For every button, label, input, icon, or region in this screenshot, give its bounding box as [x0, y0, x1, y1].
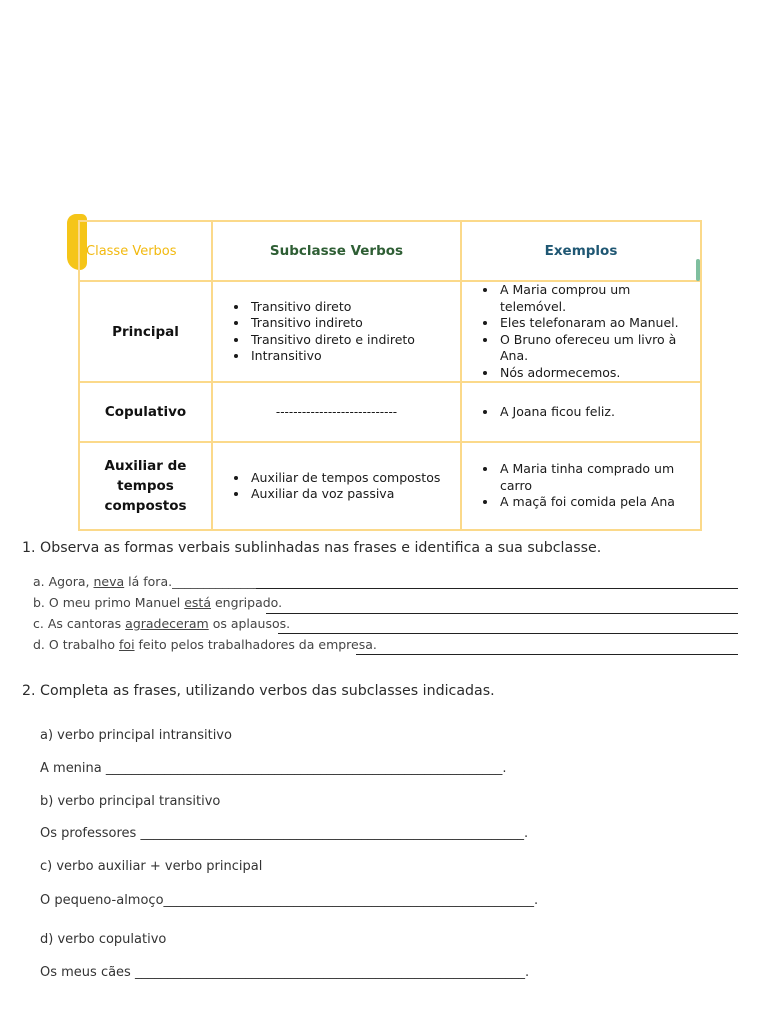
list-item: • Auxiliar da voz passiva — [249, 486, 454, 503]
header-exemplos: Exemplos — [461, 221, 701, 281]
row-label-line: tempos — [117, 478, 174, 494]
examples-cell — [461, 442, 701, 530]
underlined-verb: foi — [119, 637, 135, 652]
list-item: • A Maria comprou um telemóvel. — [498, 282, 694, 315]
header-subclasse: Subclasse Verbos — [212, 221, 461, 281]
answer-line-d[interactable] — [356, 654, 738, 655]
exercise2-sentence-b[interactable]: Os professores ___________________________________________________________. — [40, 826, 529, 841]
list-item: • Nós adormecemos. — [498, 365, 694, 382]
green-edge-mark — [696, 259, 700, 281]
exercise1-item-b — [33, 595, 282, 610]
list-item: • Intransitivo — [249, 348, 454, 365]
exercise2-title: 2. Completa as frases, utilizando verbos das subclasses indicadas. — [22, 683, 495, 699]
exercise2-sentence-c[interactable]: O pequeno-almoço_________________________________________________________. — [40, 893, 539, 908]
exercise2-label-a: a) verbo principal intransitivo — [40, 728, 232, 743]
row-label-line: compostos — [104, 498, 187, 514]
item-text: a. Agora, — [33, 574, 94, 589]
subclass-cell — [212, 281, 461, 382]
item-text: lá fora.______________ — [124, 574, 260, 589]
answer-line-c[interactable] — [278, 633, 738, 634]
item-text: feito pelos trabalhadores da empresa. — [134, 637, 377, 652]
item-text: engripado. — [211, 595, 283, 610]
list-item: • Transitivo indireto — [249, 315, 454, 332]
exercise2-sentence-d[interactable]: Os meus cães ____________________________________________________________. — [40, 965, 530, 980]
exercise2-sentence-a[interactable]: A menina _____________________________________________________________. — [40, 761, 507, 776]
exercise2-label-b: b) verbo principal transitivo — [40, 794, 221, 809]
table-row — [79, 281, 701, 382]
underlined-verb: está — [184, 595, 211, 610]
list-item: • O Bruno ofereceu um livro à Ana. — [498, 332, 694, 365]
underlined-verb: agradeceram — [125, 616, 209, 631]
exercise2-label-d: d) verbo copulativo — [40, 932, 167, 947]
exercise1-title: 1. Observa as formas verbais sublinhadas nas frases e identifica a sua subclasse. — [22, 540, 602, 556]
list-item: • Auxiliar de tempos compostos — [249, 470, 454, 487]
subclass-cell — [212, 442, 461, 530]
row-label-line: Auxiliar de — [104, 458, 187, 474]
row-label-auxiliar — [79, 442, 212, 530]
verb-classes-table — [78, 220, 702, 531]
subclass-dashes: ---------------------------- — [212, 382, 461, 442]
row-label-copulativo: Copulativo — [79, 382, 212, 442]
list-item: • A maçã foi comida pela Ana — [498, 494, 694, 511]
exercise1-item-d — [33, 637, 377, 652]
list-item: • A Maria tinha comprado um carro — [498, 461, 694, 494]
exercise2-label-c: c) verbo auxiliar + verbo principal — [40, 859, 263, 874]
table-row — [79, 382, 701, 442]
table-header-row — [79, 221, 701, 281]
item-text: os aplausos. — [208, 616, 291, 631]
list-item: • Eles telefonaram ao Manuel. — [498, 315, 694, 332]
answer-line-a[interactable] — [256, 588, 738, 589]
table-row — [79, 442, 701, 530]
list-item: • Transitivo direto e indireto — [249, 332, 454, 349]
item-text: d. O trabalho — [33, 637, 120, 652]
examples-cell — [461, 281, 701, 382]
item-text: b. O meu primo Manuel — [33, 595, 185, 610]
underlined-verb: neva — [93, 574, 125, 589]
header-classe: Classe Verbos — [79, 221, 212, 281]
list-item: • Transitivo direto — [249, 299, 454, 316]
exercise1-item-c — [33, 616, 290, 631]
row-label-principal: Principal — [79, 281, 212, 382]
examples-cell — [461, 382, 701, 442]
list-item: • A Joana ficou feliz. — [498, 404, 694, 421]
exercise1-item-a — [33, 574, 260, 589]
answer-line-b[interactable] — [266, 613, 738, 614]
item-text: c. As cantoras — [33, 616, 126, 631]
